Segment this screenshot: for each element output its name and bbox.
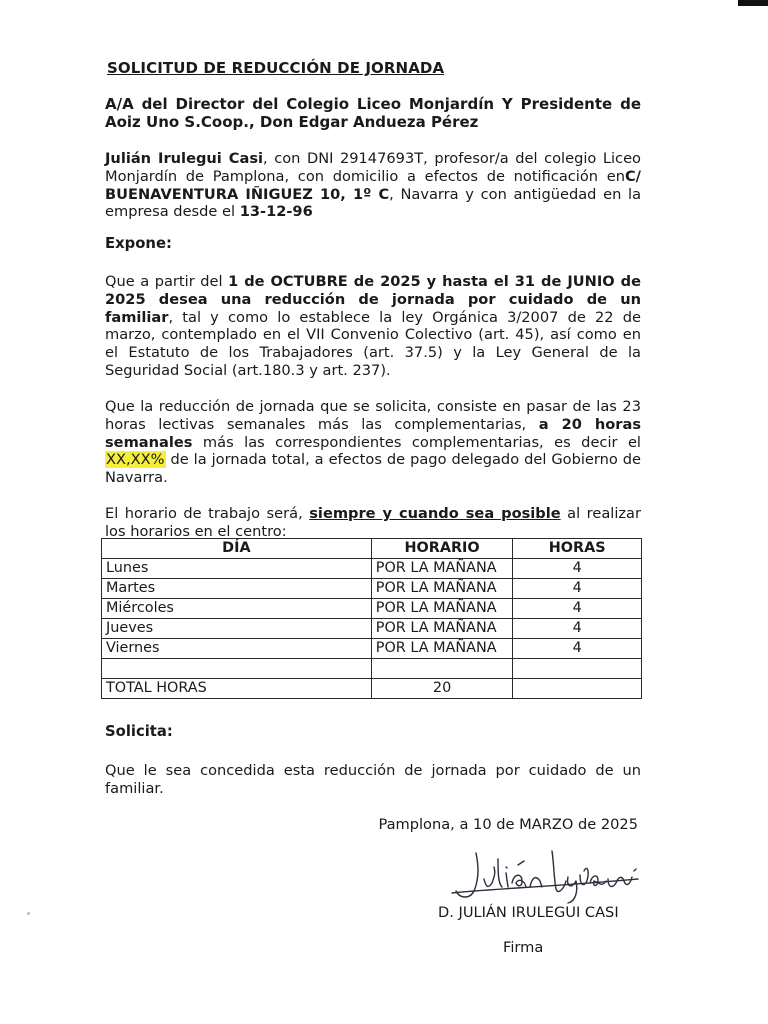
document-title: SOLICITUD DE REDUCCIÓN DE JORNADA bbox=[107, 59, 445, 77]
header-day: DÍA bbox=[102, 539, 372, 559]
handwritten-signature bbox=[448, 843, 648, 905]
table-header-row bbox=[102, 539, 642, 559]
schedule-table bbox=[101, 538, 642, 699]
table-row bbox=[102, 579, 642, 599]
schedule-cell: POR LA MAÑANA bbox=[371, 599, 513, 619]
hours-cell: 4 bbox=[513, 559, 642, 579]
p2-text-2: más las correspondientes complementarias, es decir el bbox=[192, 433, 641, 451]
day-cell: Viernes bbox=[102, 639, 372, 659]
addressee: A/A del Director del Colegio Liceo Monjardín Y Presidente de Aoiz Uno S.Coop., Don Edgar Andueza Pérez bbox=[105, 95, 641, 131]
schedule-cell: POR LA MAÑANA bbox=[371, 559, 513, 579]
intro-paragraph bbox=[105, 150, 641, 221]
hours-cell: 4 bbox=[513, 639, 642, 659]
hours-cell: 4 bbox=[513, 579, 642, 599]
table-row bbox=[102, 559, 642, 579]
intro-text-2: , Navarra y con antigüedad en la empresa desde el bbox=[105, 185, 642, 221]
p2-bold: a 20 horas semanales bbox=[105, 415, 642, 451]
day-cell: Miércoles bbox=[102, 599, 372, 619]
table-row bbox=[102, 639, 642, 659]
empty-cell bbox=[513, 659, 642, 679]
place-date: Pamplona, a 10 de MARZO de 2025 bbox=[378, 816, 638, 833]
total-value: 20 bbox=[371, 679, 513, 699]
table-row bbox=[102, 619, 642, 639]
requester-name: Julián Irulegui Casi bbox=[105, 150, 264, 167]
p3-underline: siempre y cuando sea posible bbox=[309, 505, 561, 522]
signature-name: D. JULIÁN IRULEGUI CASI bbox=[438, 904, 619, 921]
table-total-row bbox=[102, 679, 642, 699]
expone-heading: Expone: bbox=[105, 235, 172, 252]
p1-text-1: Que a partir del bbox=[105, 273, 229, 290]
solicita-heading: Solicita: bbox=[105, 723, 173, 740]
empty-cell bbox=[102, 659, 372, 679]
scan-speck bbox=[27, 912, 30, 915]
requester-address: C/ BUENAVENTURA IÑIGUEZ 10, 1º C bbox=[105, 167, 641, 203]
schedule-intro bbox=[105, 505, 641, 541]
table-row bbox=[102, 599, 642, 619]
day-cell: Lunes bbox=[102, 559, 372, 579]
intro-text-1: , con DNI 29147693T, profesor/a del colegio Liceo Monjardín de Pamplona, con domicilio a efectos de notificación en bbox=[105, 150, 641, 185]
table-row-empty bbox=[102, 659, 642, 679]
expone-paragraph-2 bbox=[105, 398, 641, 487]
p2-text-3: de la jornada total, a efectos de pago delegado del Gobierno de Navarra. bbox=[105, 451, 641, 487]
seniority-date: 13-12-96 bbox=[239, 203, 313, 221]
firma-label: Firma bbox=[503, 939, 544, 956]
solicita-paragraph: Que le sea concedida esta reducción de jornada por cuidado de un familiar. bbox=[105, 762, 641, 797]
empty-cell bbox=[513, 679, 642, 699]
hours-cell: 4 bbox=[513, 599, 642, 619]
percentage-highlight: XX,XX% bbox=[106, 451, 165, 469]
p3-text-1: El horario de trabajo será, bbox=[105, 505, 310, 522]
header-schedule: HORARIO bbox=[371, 539, 513, 559]
total-label: TOTAL HORAS bbox=[102, 679, 372, 699]
p2-text-1: Que la reducción de jornada que se solicita, consiste en pasar de las 23 horas lectivas semanales más las complementarias, bbox=[105, 398, 641, 433]
schedule-cell: POR LA MAÑANA bbox=[371, 639, 513, 659]
schedule-cell: POR LA MAÑANA bbox=[371, 619, 513, 639]
hours-cell: 4 bbox=[513, 619, 642, 639]
p1-text-2: , tal y como lo establece la ley Orgánica 3/2007 de 22 de marzo, contemplado en el VII Convenio Colectivo (art. 45), así como en el Estatuto de los Trabajadores (art. 37.5) y la Ley General de la Seguridad Social (art.180.3 y art. 237). bbox=[105, 308, 641, 379]
day-cell: Jueves bbox=[102, 619, 372, 639]
expone-paragraph-1 bbox=[105, 273, 641, 380]
scan-corner-mark bbox=[738, 0, 768, 6]
schedule-cell: POR LA MAÑANA bbox=[371, 579, 513, 599]
empty-cell bbox=[371, 659, 513, 679]
day-cell: Martes bbox=[102, 579, 372, 599]
p3-text-2: al realizar los horarios en el centro: bbox=[105, 505, 641, 540]
header-hours: HORAS bbox=[513, 539, 642, 559]
p1-bold: 1 de OCTUBRE de 2025 y hasta el 31 de JUNIO de 2025 desea una reducción de jornada por cuidado de un familiar bbox=[105, 273, 641, 326]
